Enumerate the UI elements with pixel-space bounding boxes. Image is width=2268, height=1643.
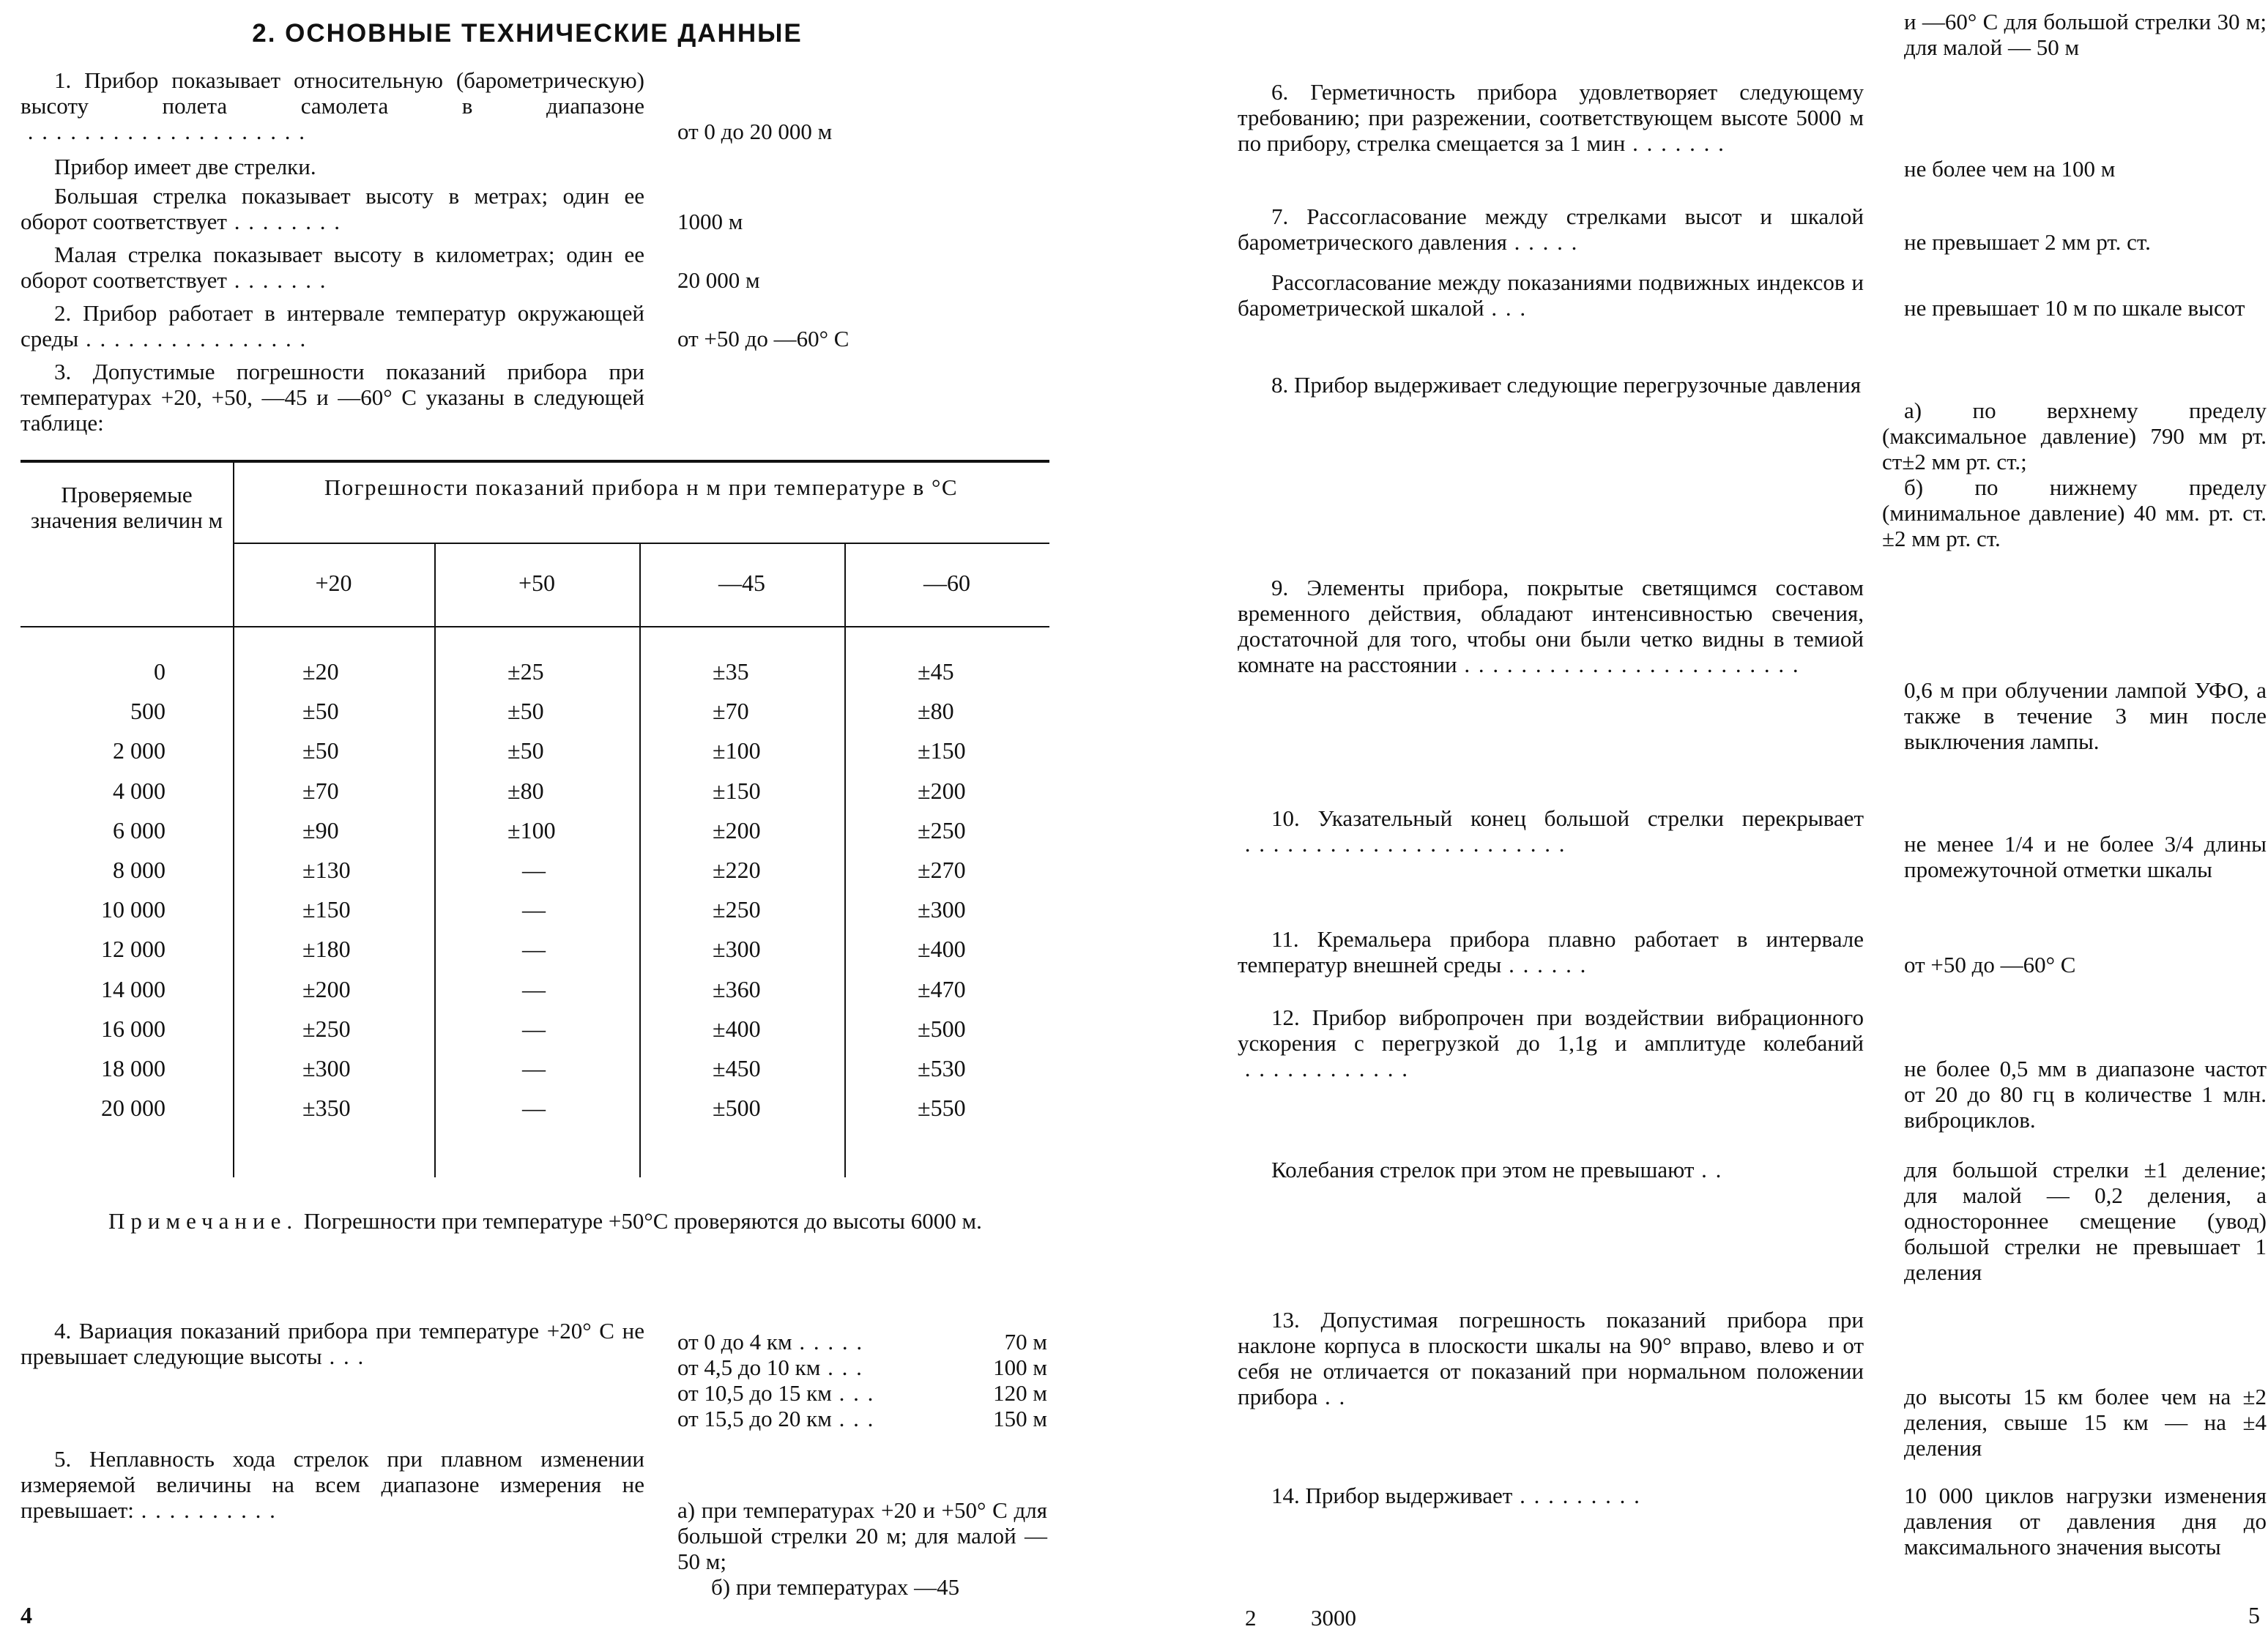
item-1-text: 1. Прибор показывает относительную (барометрическую) высоту полета самолета в диапазоне . . . . . . . . . . . . . . . . . . . . [21, 67, 644, 144]
table-cell-error: ±400 [918, 936, 966, 963]
item-13-value: до высоты 15 км более чем на ±2 деления, свыше 15 км — на ±4 деления [1904, 1384, 2267, 1461]
table-cell-error: ±270 [918, 857, 966, 883]
item-13-text: 13. Допустимая погрешность показаний прибора при наклоне корпуса в плоскости шкалы на 90° вправо, влево и от себя не отличается от показаний при нормальном положении прибора . . [1238, 1307, 1864, 1409]
variation-row: от 10,5 до 15 км . . . 120 м [677, 1380, 1047, 1406]
table-row [21, 811, 1049, 850]
table-cell-error: ±50 [302, 698, 339, 725]
table-cell-error: ±45 [918, 658, 954, 685]
print-code: 3000 [1311, 1605, 1356, 1631]
item-1-sub3-value: 20 000 м [677, 267, 760, 293]
item-5-value: а) при температурах +20 и +50° С для большой стрелки 20 м; для малой — 50 м; б) при температурах —45 [677, 1497, 1047, 1600]
variation-row: от 15,5 до 20 км . . . 150 м [677, 1406, 1047, 1431]
variation-row: от 4,5 до 10 км . . . 100 м [677, 1355, 1047, 1380]
table-cell-error: — [522, 936, 546, 963]
table-cell-error: ±350 [302, 1095, 351, 1122]
item-9-text: 9. Элементы прибора, покрытые светящимся составом временного действия, обладают интенсивностью свечения, достаточной для того, чтобы они были четко видны в темиой комнате на расстоянии . . . . . . . . . . . . . . . . . . . . . . . . [1238, 575, 1864, 677]
table-cell-error: ±250 [713, 896, 761, 923]
table-cell-error: — [522, 857, 546, 883]
item-12-value: не более 0,5 мм в диапазоне частот от 20 до 80 гц в количестве 1 млн. виброциклов. [1904, 1056, 2267, 1133]
item-10-text: 10. Указательный конец большой стрелки перекрывает . . . . . . . . . . . . . . . . . . . . . . . [1238, 805, 1864, 857]
table-temp-header: +50 [518, 570, 556, 596]
item-11-value: от +50 до —60° С [1904, 952, 2076, 977]
table-cell-error: ±180 [302, 936, 351, 963]
table-cell-error: ±90 [302, 816, 339, 843]
item-1-sub2: Большая стрелка показывает высоту в метрах; один ее оборот соответствует . . . . . . . . [21, 183, 644, 234]
item-1-sub1: Прибор имеет две стрелки. [54, 154, 316, 179]
table-temp-header: +20 [315, 570, 352, 596]
table-group-header: Погрешности показаний прибора н м при температуре в °С [324, 474, 959, 500]
table-cell-error: ±80 [507, 777, 544, 804]
table-row [21, 731, 1049, 770]
table-cell-value: 500 [130, 698, 166, 725]
item-12-sub-value: для большой стрелки ±1 деление; для малой — 0,2 деления, а одностороннее смещение (увод) большой стрелки не превышает 1 деления [1904, 1157, 2267, 1285]
table-cell-value: 18 000 [101, 1055, 166, 1081]
table-cell-error: ±250 [918, 816, 966, 843]
item-2-text: 2. Прибор работает в интервале температур окружающей среды . . . . . . . . . . . . . . . . [21, 300, 644, 351]
item-5-continuation: и —60° С для большой стрелки 30 м; для малой — 50 м [1904, 9, 2267, 60]
table-cell-error: — [522, 975, 546, 1002]
table-cell-error: ±300 [302, 1055, 351, 1081]
table-sub-rule [233, 543, 1049, 544]
table-cell-value: 6 000 [113, 816, 166, 843]
table-cell-error: ±70 [302, 777, 339, 804]
item-2-value: от +50 до —60° С [677, 326, 849, 351]
table-cell-error: ±200 [918, 777, 966, 804]
table-temp-header: —60 [923, 570, 970, 596]
table-cell-value: 14 000 [101, 975, 166, 1002]
table-cell-value: 2 000 [113, 737, 166, 764]
table-temp-header: —45 [718, 570, 765, 596]
table-cell-value: 8 000 [113, 857, 166, 883]
table-cell-error: ±400 [713, 1015, 761, 1042]
table-row [21, 929, 1049, 969]
table-top-rule [21, 460, 1049, 463]
table-cell-error: ±300 [713, 936, 761, 963]
item-5-text: 5. Неплавность хода стрелок при плавном изменении измеряемой величины на всем диапазоне измерения не превышает: . . . . . . . . . . [21, 1446, 644, 1523]
table-cell-error: ±500 [713, 1095, 761, 1122]
table-cell-error: ±200 [302, 975, 351, 1002]
table-cell-error: ±100 [507, 816, 556, 843]
table-cell-error: ±20 [302, 658, 339, 685]
table-cell-error: ±550 [918, 1095, 966, 1122]
table-row [21, 1048, 1049, 1088]
table-cell-error: ±500 [918, 1015, 966, 1042]
table-cell-error: ±200 [713, 816, 761, 843]
section-title: 2. ОСНОВНЫЕ ТЕХНИЧЕСКИЕ ДАННЫЕ [252, 19, 803, 48]
item-3-text: 3. Допустимые погрешности показаний прибора при температурах +20, +50, —45 и —60° С указаны в следующей таблице: [21, 359, 644, 436]
item-1-value: от 0 до 20 000 м [677, 119, 833, 144]
item-14-value: 10 000 циклов нагрузки изменения давления от давления дня до максимального значения высоты [1904, 1483, 2267, 1560]
page-number-right: 5 [2248, 1602, 2260, 1628]
table-cell-error: ±220 [713, 857, 761, 883]
item-12-sub-text: Колебания стрелок при этом не превышают . . [1271, 1157, 1723, 1182]
item-6-value: не более чем на 100 м [1904, 156, 2116, 182]
table-cell-error: ±530 [918, 1055, 966, 1081]
table-cell-error: — [522, 896, 546, 923]
table-cell-error: ±130 [302, 857, 351, 883]
error-table [21, 460, 1049, 1177]
page-number-left: 4 [21, 1602, 32, 1628]
table-row [21, 850, 1049, 890]
item-8-value: а) по верхнему пределу (максимальное давление) 790 мм рт. ст±2 мм рт. ст.; б) по нижнему пределу (минимальное давление) 40 мм. рт. ст.±2 мм рт. ст. [1882, 398, 2267, 551]
table-cell-value: 4 000 [113, 777, 166, 804]
left-page [0, 0, 1077, 1643]
table-cell-error: ±50 [302, 737, 339, 764]
item-7-value: не превышает 2 мм рт. ст. [1904, 229, 2151, 255]
table-cell-error: ±25 [507, 658, 544, 685]
table-cell-error: ±50 [507, 737, 544, 764]
table-cell-value: 16 000 [101, 1015, 166, 1042]
table-note [21, 1208, 1049, 1234]
right-page [1164, 0, 2268, 1643]
item-7-text: 7. Рассогласование между стрелками высот и шкалой барометрического давления . . . . . [1238, 204, 1864, 255]
table-cell-error: ±50 [507, 698, 544, 725]
table-row [21, 771, 1049, 811]
table-cell-error: ±470 [918, 975, 966, 1002]
table-cell-error: ±80 [918, 698, 954, 725]
item-1-sub3: Малая стрелка показывает высоту в километрах; один ее оборот соответствует . . . . . . . [21, 242, 644, 293]
item-11-text: 11. Кремальера прибора плавно работает в интервале температур внешней среды . . . . . . [1238, 926, 1864, 977]
item-9-value: 0,6 м при облучении лампой УФО, а также в течение 3 мин после выключения лампы. [1904, 677, 2267, 754]
note-label: Примечание. [108, 1208, 299, 1234]
item-4-ranges [677, 1329, 1047, 1431]
item-10-value: не менее 1/4 и не более 3/4 длины промежуточной отметки шкалы [1904, 831, 2267, 882]
item-4-text: 4. Вариация показаний прибора при температуре +20° С не превышает следующие высоты . . . [21, 1318, 644, 1369]
table-cell-error: — [522, 1095, 546, 1122]
signature-mark: 2 [1245, 1605, 1257, 1631]
table-cell-error: ±450 [713, 1055, 761, 1081]
table-cell-error: ±100 [713, 737, 761, 764]
table-cell-error: ±150 [302, 896, 351, 923]
table-row [21, 1088, 1049, 1128]
table-row [21, 1009, 1049, 1048]
item-8-text: 8. Прибор выдерживает следующие перегрузочные давления [1271, 372, 1862, 398]
table-cell-error: ±360 [713, 975, 761, 1002]
item-12-text: 12. Прибор вибропрочен при воздействии вибрационного ускорения с перегрузкой до 1,1g и амплитуде колебаний . . . . . . . . . . . . [1238, 1005, 1864, 1081]
table-cell-error: ±35 [713, 658, 749, 685]
variation-row: от 0 до 4 км . . . . . 70 м [677, 1329, 1047, 1355]
table-cell-error: ±150 [918, 737, 966, 764]
table-cell-value: 12 000 [101, 936, 166, 963]
item-7-sub-text: Рассогласование между показаниями подвижных индексов и барометрической шкалой . . . [1238, 269, 1864, 321]
table-stub-header: Проверяемые значения величин м [30, 482, 223, 533]
table-row [21, 969, 1049, 1009]
note-text: Погрешности при температуре +50°С проверяются до высоты 6000 м. [303, 1208, 982, 1234]
table-cell-error: ±300 [918, 896, 966, 923]
table-cell-error: — [522, 1015, 546, 1042]
table-cell-error: ±150 [713, 777, 761, 804]
table-cell-value: 0 [154, 658, 166, 685]
table-cell-value: 20 000 [101, 1095, 166, 1122]
table-cell-error: ±250 [302, 1015, 351, 1042]
table-cell-value: 10 000 [101, 896, 166, 923]
table-cell-error: ±70 [713, 698, 749, 725]
table-cell-error: — [522, 1055, 546, 1081]
table-row [21, 691, 1049, 731]
table-row [21, 652, 1049, 691]
item-6-text: 6. Герметичность прибора удовлетворяет следующему требованию; при разрежении, соответствующем высоте 5000 м по прибору, стрелка смещается за 1 мин . . . . . . . [1238, 79, 1864, 156]
item-7-sub-value: не превышает 10 м по шкале высот [1904, 295, 2245, 321]
item-1-sub2-value: 1000 м [677, 209, 743, 234]
item-14-text: 14. Прибор выдерживает . . . . . . . . . [1271, 1483, 1641, 1508]
table-header-rule [21, 626, 1049, 627]
table-row [21, 890, 1049, 929]
